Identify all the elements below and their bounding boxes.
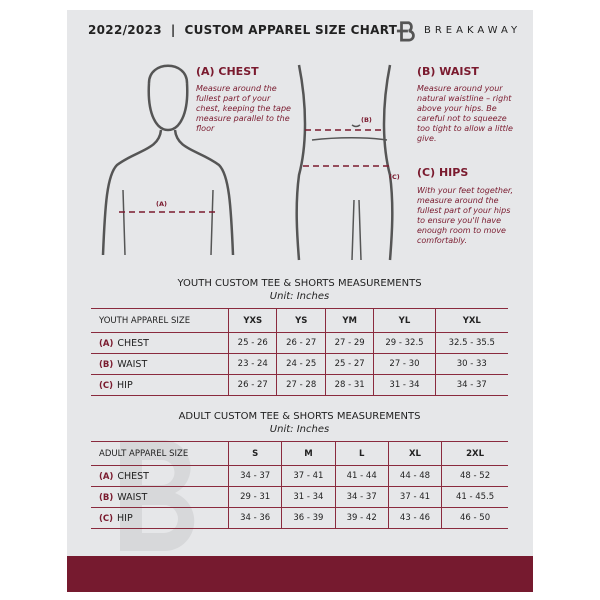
hips-heading: (C) HIPS [417, 166, 469, 179]
table-cell: 27 - 28 [277, 375, 325, 396]
row-label-header: ADULT APPAREL SIZE [91, 442, 229, 466]
table-cell: 27 - 30 [374, 354, 435, 375]
measurement-tag: (B) [99, 492, 114, 503]
table-cell: 29 - 31 [229, 487, 282, 508]
table-cell: 37 - 41 [282, 466, 335, 487]
table-row [91, 487, 508, 508]
measurement-label [91, 487, 229, 508]
table-cell: 29 - 32.5 [374, 333, 435, 354]
table-cell: 34 - 36 [229, 508, 282, 529]
size-column-header: YXL [435, 309, 508, 333]
measurement-tag: (B) [99, 359, 114, 370]
measurement-name: WAIST [117, 358, 148, 370]
table-cell: 34 - 37 [229, 466, 282, 487]
table-cell: 25 - 26 [229, 333, 277, 354]
size-column-header: YXS [229, 309, 277, 333]
table-cell: 41 - 45.5 [442, 487, 508, 508]
chest-marker: (A) [156, 200, 167, 208]
size-column-header: 2XL [442, 442, 508, 466]
size-column-header: XL [388, 442, 441, 466]
table-cell: 43 - 46 [388, 508, 441, 529]
measurement-label [91, 354, 229, 375]
measurement-label [91, 375, 229, 396]
chest-description: Measure around the fullest part of your chest, keeping the tape measure parallel to the floor [196, 84, 291, 133]
breakaway-logo-icon [396, 19, 418, 43]
measurement-label [91, 333, 229, 354]
size-column-header: YL [374, 309, 435, 333]
measurement-name: CHEST [117, 337, 149, 349]
table-cell: 44 - 48 [388, 466, 441, 487]
footer-bar [67, 556, 533, 592]
size-column-header: YM [325, 309, 373, 333]
brand-name: BREAKAWAY [424, 25, 522, 36]
size-column-header: YS [277, 309, 325, 333]
table-cell: 34 - 37 [435, 375, 508, 396]
waist-heading: (B) WAIST [417, 65, 479, 78]
hips-marker: (C) [389, 173, 400, 181]
measurement-label [91, 508, 229, 529]
measurement-label [91, 466, 229, 487]
measurement-tag: (C) [99, 380, 114, 391]
youth-section-title: YOUTH CUSTOM TEE & SHORTS MEASUREMENTS [177, 278, 422, 289]
measurement-name: WAIST [117, 491, 148, 503]
hips-description: With your feet together, measure around the fullest part of your hips to ensure you'll have enough room to move comfortably. [417, 186, 514, 245]
chest-heading: (A) CHEST [196, 65, 259, 78]
table-cell: 37 - 41 [388, 487, 441, 508]
youth-size-table [91, 308, 508, 396]
size-column-header: M [282, 442, 335, 466]
row-label-header: YOUTH APPAREL SIZE [91, 309, 229, 333]
table-cell: 27 - 29 [325, 333, 373, 354]
table-cell: 46 - 50 [442, 508, 508, 529]
table-row [91, 508, 508, 529]
measurement-tag: (C) [99, 513, 114, 524]
table-cell: 24 - 25 [277, 354, 325, 375]
table-cell: 31 - 34 [282, 487, 335, 508]
measurement-name: CHEST [117, 470, 149, 482]
table-cell: 26 - 27 [277, 333, 325, 354]
measurement-name: HIP [117, 512, 133, 524]
adult-size-table [91, 441, 508, 529]
table-cell: 30 - 33 [435, 354, 508, 375]
table-cell: 25 - 27 [325, 354, 373, 375]
table-cell: 36 - 39 [282, 508, 335, 529]
waist-description: Measure around your natural waistline – right above your hips. Be careful not to squeeze too tight to allow a little give. [417, 84, 513, 143]
table-cell: 41 - 44 [335, 466, 388, 487]
table-cell: 32.5 - 35.5 [435, 333, 508, 354]
waist-marker: (B) [361, 116, 372, 124]
table-row [91, 333, 508, 354]
table-header-row [91, 309, 508, 333]
table-cell: 48 - 52 [442, 466, 508, 487]
measurement-tag: (A) [99, 471, 114, 482]
youth-unit: Unit: Inches [269, 291, 330, 302]
adult-unit: Unit: Inches [269, 424, 330, 435]
table-row [91, 466, 508, 487]
table-cell: 34 - 37 [335, 487, 388, 508]
size-column-header: S [229, 442, 282, 466]
measurement-tag: (A) [99, 338, 114, 349]
adult-section-title: ADULT CUSTOM TEE & SHORTS MEASUREMENTS [178, 411, 421, 422]
table-row [91, 354, 508, 375]
table-cell: 28 - 31 [325, 375, 373, 396]
table-header-row [91, 442, 508, 466]
table-cell: 26 - 27 [229, 375, 277, 396]
table-cell: 39 - 42 [335, 508, 388, 529]
measurement-name: HIP [117, 379, 133, 391]
table-row [91, 375, 508, 396]
table-cell: 23 - 24 [229, 354, 277, 375]
page-title: 2022/2023 | CUSTOM APPAREL SIZE CHART [88, 23, 398, 37]
table-cell: 31 - 34 [374, 375, 435, 396]
size-column-header: L [335, 442, 388, 466]
